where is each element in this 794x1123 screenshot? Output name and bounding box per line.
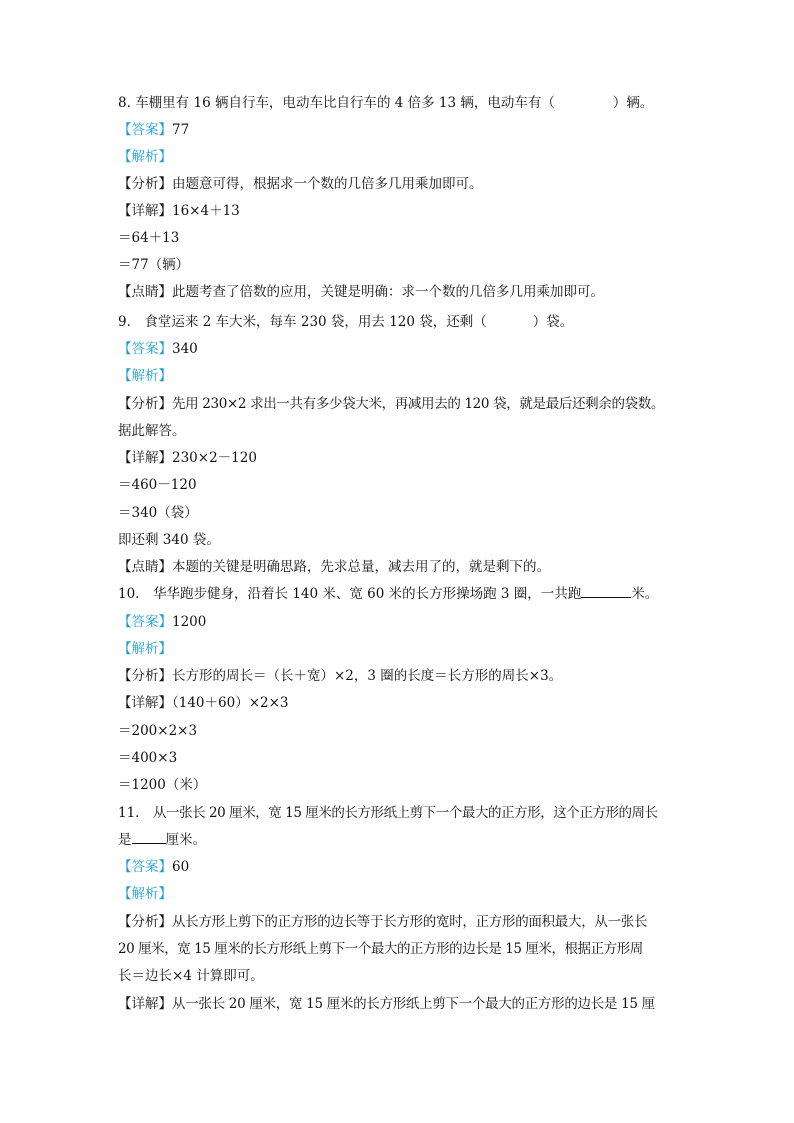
analysis-tag: 【解析】 [118, 149, 172, 165]
answer-blank [581, 583, 631, 598]
question-text: 是 [118, 832, 132, 848]
analysis-heading [118, 881, 684, 908]
calc-step: ＝460－120 [118, 477, 197, 493]
question-text-end: ）袋。 [532, 314, 574, 330]
xiangjie-line [118, 445, 684, 472]
fenxi-line [118, 171, 684, 198]
analysis-heading [118, 144, 684, 171]
dianjing-text: 此题考查了倍数的应用，关键是明确：求一个数的几倍多几用乘加即可。 [172, 284, 604, 300]
calc-step-line [118, 225, 684, 252]
answer-value: 1200 [172, 614, 207, 630]
fenxi-line [118, 909, 684, 936]
calc-step: 16×4＋13 [172, 203, 240, 219]
question-9-stem [118, 309, 684, 336]
question-text-end: 厘米。 [165, 832, 206, 848]
fenxi-text: 据此解答。 [118, 423, 186, 439]
calc-step: （140＋60）×2×3 [172, 695, 289, 711]
xiangjie-tag: 【详解】 [118, 203, 172, 219]
calc-step-line [118, 745, 684, 772]
calc-step: ＝1200（米） [118, 777, 207, 793]
question-text-end: ）辆。 [612, 95, 654, 111]
xiangjie-text: 从一张长 20 厘米，宽 15 厘米的长方形纸上剪下一个最大的正方形的边长是 15 厘 [172, 996, 655, 1012]
calc-step-line [118, 772, 684, 799]
fenxi-tag: 【分析】 [118, 914, 172, 930]
calc-step-line [118, 252, 684, 279]
fenxi-tag: 【分析】 [118, 396, 172, 412]
calc-step-line [118, 472, 684, 499]
xiangjie-line [118, 991, 684, 1018]
xiangjie-line [118, 198, 684, 225]
fenxi-continuation [118, 963, 684, 990]
answer-tag: 【答案】 [118, 122, 172, 138]
calc-step: ＝77（辆） [118, 257, 190, 273]
fenxi-text: 从长方形上剪下的正方形的边长等于长方形的宽时，正方形的面积最大，从一张长 [172, 914, 648, 930]
answer-line [118, 117, 684, 144]
answer-tag: 【答案】 [118, 859, 172, 875]
fenxi-line [118, 391, 684, 418]
fenxi-tag: 【分析】 [118, 668, 172, 684]
question-text: 食堂运来 2 车大米，每车 230 袋，用去 120 袋，还剩（ [144, 314, 487, 330]
question-text-end: 米。 [631, 586, 659, 602]
answer-line [118, 336, 684, 363]
fenxi-tag: 【分析】 [118, 176, 172, 192]
answer-value: 340 [172, 341, 198, 357]
answer-blank [132, 829, 166, 844]
answer-tag: 【答案】 [118, 341, 172, 357]
conclusion-text: 即还剩 340 袋。 [118, 532, 220, 548]
question-text: 华华跑步健身，沿着长 140 米、宽 60 米的长方形操场跑 3 圈，一共跑 [152, 586, 582, 602]
answer-value: 77 [172, 122, 190, 138]
answer-value: 60 [172, 859, 190, 875]
question-11-stem [118, 800, 684, 827]
calc-step: 230×2－120 [172, 450, 257, 466]
question-number: 8. [118, 95, 131, 111]
dianjing-text: 本题的关键是明确思路，先求总量，减去用了的，就是剩下的。 [172, 559, 550, 575]
fenxi-continuation [118, 418, 684, 445]
dianjing-tag: 【点睛】 [118, 284, 172, 300]
fenxi-text: 长＝边长×4 计算即可。 [118, 968, 264, 984]
dianjing-tag: 【点睛】 [118, 559, 172, 575]
xiangjie-tag: 【详解】 [118, 695, 172, 711]
question-number: 10． [118, 586, 149, 602]
analysis-heading [118, 636, 684, 663]
fenxi-text: 长方形的周长＝（长＋宽）×2，3 圈的长度＝长方形的周长×3。 [172, 668, 563, 684]
fenxi-text: 先用 230×2 求出一共有多少袋大米，再减用去的 120 袋，就是最后还剩余的袋数。 [172, 396, 665, 412]
xiangjie-tag: 【详解】 [118, 450, 172, 466]
xiangjie-tag: 【详解】 [118, 996, 172, 1012]
calc-step-line [118, 500, 684, 527]
question-8-stem [118, 90, 684, 117]
fenxi-text: 20 厘米，宽 15 厘米的长方形纸上剪下一个最大的正方形的边长是 15 厘米，根据正方形周 [118, 941, 643, 957]
question-text: 车棚里有 16 辆自行车，电动车比自行车的 4 倍多 13 辆，电动车有（ [135, 95, 555, 111]
analysis-heading [118, 363, 684, 390]
fenxi-line [118, 663, 684, 690]
analysis-tag: 【解析】 [118, 886, 172, 902]
analysis-tag: 【解析】 [118, 641, 172, 657]
dianjing-line [118, 554, 684, 581]
calc-step: ＝340（袋） [118, 505, 198, 521]
question-number: 11． [118, 805, 149, 821]
calc-step: ＝64＋13 [118, 230, 180, 246]
calc-step: ＝400×3 [118, 750, 178, 766]
answer-line [118, 609, 684, 636]
fenxi-text: 由题意可得，根据求一个数的几倍多几用乘加即可。 [172, 176, 483, 192]
question-text: 从一张长 20 厘米，宽 15 厘米的长方形纸上剪下一个最大的正方形，这个正方形的周长 [152, 805, 658, 821]
answer-line [118, 854, 684, 881]
question-10-stem [118, 581, 684, 608]
dianjing-line [118, 279, 684, 306]
analysis-tag: 【解析】 [118, 368, 172, 384]
question-11-stem-continued [118, 827, 684, 854]
fenxi-continuation [118, 936, 684, 963]
xiangjie-line [118, 690, 684, 717]
answer-tag: 【答案】 [118, 614, 172, 630]
conclusion-line [118, 527, 684, 554]
calc-step: ＝200×2×3 [118, 723, 198, 739]
calc-step-line [118, 718, 684, 745]
question-number: 9． [118, 314, 141, 330]
